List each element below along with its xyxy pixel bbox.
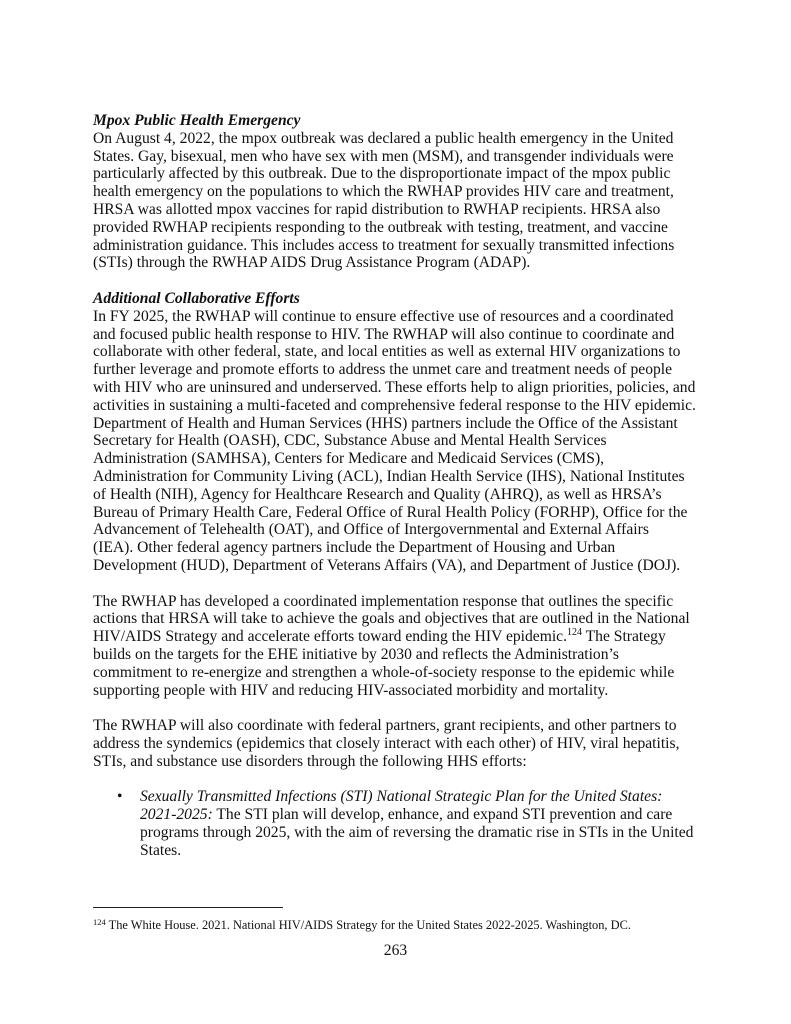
text-line: activities in sustaining a multi-faceted and comprehensive federal response to the HIV epidemic. xyxy=(93,396,696,414)
text-span: The Strategy xyxy=(582,628,666,646)
bullet-list-item xyxy=(93,788,713,859)
text-line: address the syndemics (epidemics that closely interact with each other) of HIV, viral hepatitis, xyxy=(93,734,680,752)
text-line: The RWHAP has developed a coordinated implementation response that outlines the specific xyxy=(93,592,674,610)
section-heading-collaborative: Additional Collaborative Efforts xyxy=(93,289,300,307)
text-line: programs through 2025, with the aim of reversing the dramatic rise in STIs in the United xyxy=(140,823,694,841)
text-line: Advancement of Telehealth (OAT), and Office of Intergovernmental and External Affairs xyxy=(93,521,649,539)
text-line: HRSA was allotted mpox vaccines for rapid distribution to RWHAP recipients. HRSA also xyxy=(93,200,661,218)
footnote-reference[interactable]: 124 xyxy=(567,627,583,639)
paragraph-mpox xyxy=(93,130,713,272)
paragraph-syndemics xyxy=(93,717,713,770)
text-line: Bureau of Primary Health Care, Federal Office of Rural Health Policy (FORHP), Office for the xyxy=(93,503,688,521)
text-line: Administration for Community Living (ACL), Indian Health Service (IHS), National Institutes xyxy=(93,467,685,485)
text-line: health emergency on the populations to which the RWHAP provides HIV care and treatment, xyxy=(93,183,674,201)
text-line: States. xyxy=(140,841,182,859)
text-line: further leverage and promote efforts to address the unmet care and treatment needs of people xyxy=(93,361,673,379)
text-line: administration guidance. This includes access to treatment for sexually transmitted infections xyxy=(93,236,675,254)
bullet-title: Sexually Transmitted Infections (STI) National Strategic Plan for the United States: xyxy=(140,788,663,806)
text-line: actions that HRSA will take to achieve the goals and objectives that are outlined in the National xyxy=(93,610,690,628)
footnote-number: 124 xyxy=(93,917,106,927)
text-line: Administration (SAMHSA), Centers for Medicare and Medicaid Services (CMS), xyxy=(93,450,605,468)
section-heading-mpox: Mpox Public Health Emergency xyxy=(93,112,301,129)
text-line: The RWHAP will also coordinate with federal partners, grant recipients, and other partners to xyxy=(93,717,677,735)
footnote xyxy=(93,918,631,933)
text-line xyxy=(93,628,713,646)
text-line: States. Gay, bisexual, men who have sex with men (MSM), and transgender individuals were xyxy=(93,147,674,165)
text-line: collaborate with other federal, state, and local entities as well as external HIV organizations to xyxy=(93,343,681,361)
text-line: STIs, and substance use disorders through the following HHS efforts: xyxy=(93,752,527,770)
footnote-separator xyxy=(93,907,283,908)
text-line: Secretary for Health (OASH), CDC, Substance Abuse and Mental Health Services xyxy=(93,432,607,450)
text-line: and focused public health response to HIV. The RWHAP will also continue to coordinate and xyxy=(93,325,675,343)
text-line: On August 4, 2022, the mpox outbreak was declared a public health emergency in the United xyxy=(93,129,674,147)
text-span: The STI plan will develop, enhance, and expand STI prevention and care xyxy=(212,806,673,824)
text-line: In FY 2025, the RWHAP will continue to ensure effective use of resources and a coordinated xyxy=(93,307,674,325)
text-line: provided RWHAP recipients responding to the outbreak with testing, treatment, and vaccine xyxy=(93,218,668,236)
text-line: supporting people with HIV and reducing HIV-associated morbidity and mortality. xyxy=(93,681,609,699)
page-number: 263 xyxy=(383,942,408,959)
text-line: (STIs) through the RWHAP AIDS Drug Assistance Program (ADAP). xyxy=(93,254,531,272)
paragraph-implementation xyxy=(93,593,713,700)
text-line: (IEA). Other federal agency partners include the Department of Housing and Urban xyxy=(93,539,616,557)
text-line: Development (HUD), Department of Veterans Affairs (VA), and Department of Justice (DOJ). xyxy=(93,556,681,574)
document-body xyxy=(93,112,713,859)
text-line: of Health (NIH), Agency for Healthcare Research and Quality (AHRQ), as well as HRSA’s xyxy=(93,485,662,503)
text-line: Department of Health and Human Services (HHS) partners include the Office of the Assistant xyxy=(93,414,678,432)
text-line: commitment to re-energize and strengthen a whole-of-society response to the epidemic while xyxy=(93,663,675,681)
text-line: with HIV who are uninsured and underserved. These efforts help to align priorities, policies, and xyxy=(93,378,696,396)
bullet-icon: • xyxy=(117,788,123,806)
text-span: HIV/AIDS Strategy and accelerate efforts toward ending the HIV epidemic. xyxy=(93,628,568,646)
text-line: particularly affected by this outbreak. Due to the disproportionate impact of the mpox public xyxy=(93,165,671,183)
footnote-text: The White House. 2021. National HIV/AIDS Strategy for the United States 2022-2025. Washington, DC. xyxy=(105,918,631,932)
text-line xyxy=(140,806,713,824)
text-line: builds on the targets for the EHE initiative by 2030 and reflects the Administration’s xyxy=(93,645,619,663)
paragraph-collaborative xyxy=(93,308,713,575)
bullet-title-cont: 2021-2025: xyxy=(140,806,213,824)
